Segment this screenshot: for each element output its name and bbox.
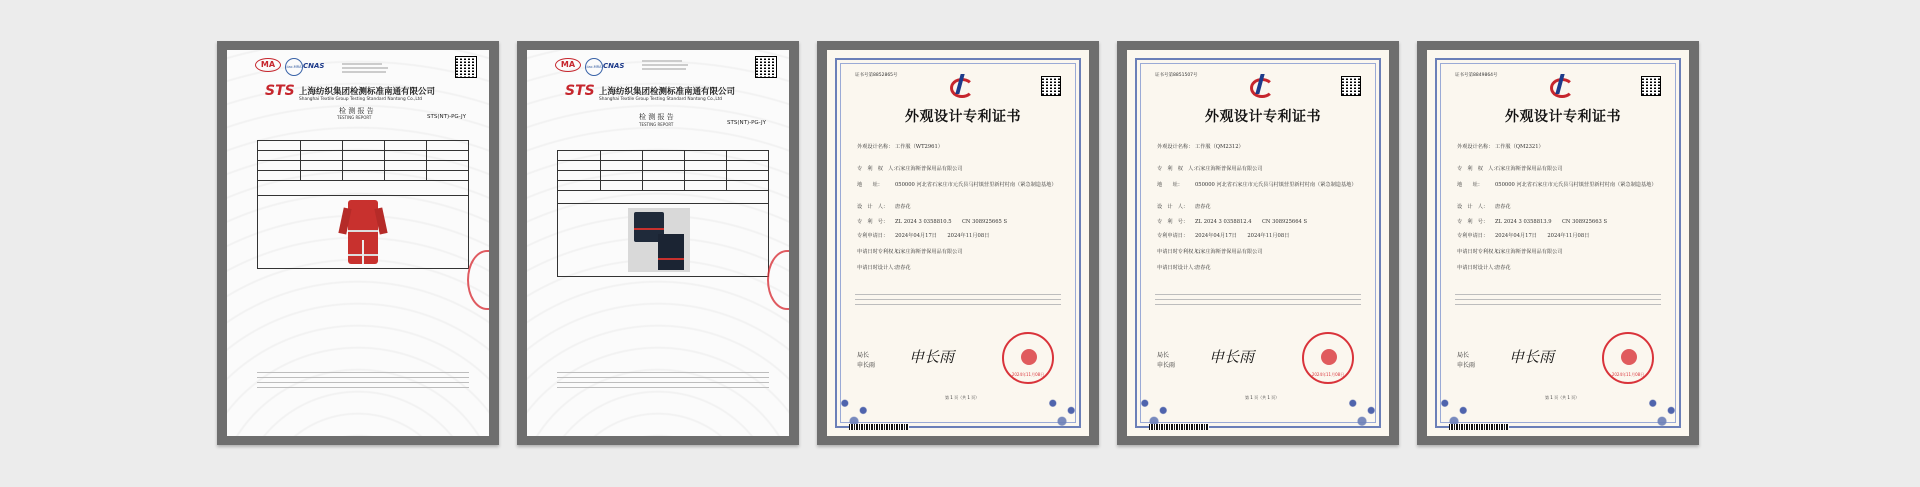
report-title-en: TESTING REPORT bbox=[337, 115, 372, 120]
ma-logo: MA bbox=[255, 58, 281, 72]
row-dates: 专利申请日： 2024年04月17日 2024年11月08日 bbox=[1457, 233, 1590, 239]
official-seal: 2024年11月08日 bbox=[1002, 332, 1054, 384]
report-title-cn: 检 测 报 告 bbox=[339, 107, 374, 115]
report-code: STS(NT)-PG-JY bbox=[427, 114, 466, 120]
row-patentee: 专 利 权 人：石家庄海斯普保用品有限公司 bbox=[1157, 166, 1263, 172]
report-code: STS(NT)-PG-JY bbox=[727, 120, 766, 126]
row-dates: 专利申请日： 2024年04月17日 2024年11月08日 bbox=[857, 233, 990, 239]
certificate-number: 证书号第8852865号 bbox=[855, 73, 898, 78]
row-address: 地 址： 050000 河北省石家庄市元氏县马村镇营里新村村南（紧急制造基地） bbox=[857, 182, 1057, 188]
certificate-title: 外观设计专利证书 bbox=[1205, 109, 1321, 125]
barcode bbox=[1449, 424, 1509, 430]
cnipa-logo-icon bbox=[948, 72, 970, 94]
certificate-title: 外观设计专利证书 bbox=[1505, 109, 1621, 125]
cnas-logo: CNAS bbox=[303, 62, 325, 70]
report-footer-notes bbox=[557, 368, 769, 392]
sts-logo: STS bbox=[565, 83, 595, 99]
report-meta bbox=[642, 58, 702, 72]
report-footer-notes bbox=[257, 368, 469, 392]
certificate-title: 外观设计专利证书 bbox=[905, 109, 1021, 125]
testing-report-2 bbox=[527, 50, 789, 436]
certificate-notice bbox=[1455, 290, 1661, 309]
patent-certificate-3 bbox=[1427, 50, 1689, 436]
row-design-name: 外观设计名称： 工作服（WT2961） bbox=[857, 144, 943, 150]
report-meta bbox=[342, 58, 402, 75]
sts-logo: STS bbox=[265, 83, 295, 99]
report-title-en: TESTING REPORT bbox=[639, 122, 674, 127]
row-applicant: 申请日时专利权人：石家庄海斯普保用品有限公司 bbox=[1457, 249, 1563, 255]
director-title: 局长 bbox=[1457, 352, 1470, 359]
row-patentee: 专 利 权 人：石家庄海斯普保用品有限公司 bbox=[1457, 166, 1563, 172]
row-address: 地 址： 050000 河北省石家庄市元氏县马村镇营里新村村南（紧急制造基地） bbox=[1157, 182, 1357, 188]
row-address: 地 址： 050000 河北省石家庄市元氏县马村镇营里新村村南（紧急制造基地） bbox=[1457, 182, 1657, 188]
row-inventor: 申请日时设计人：唐春花 bbox=[1457, 265, 1511, 271]
row-patent-no: 专 利 号： ZL 2024 3 0358810.5 CN 308925665 S bbox=[857, 219, 1008, 225]
report-title-cn: 检 测 报 告 bbox=[639, 113, 674, 121]
row-patentee: 专 利 权 人：石家庄海斯普保用品有限公司 bbox=[857, 166, 963, 172]
row-patent-no: 专 利 号： ZL 2024 3 0358812.4 CN 308925664 S bbox=[1157, 219, 1308, 225]
row-dates: 专利申请日： 2024年04月17日 2024年11月08日 bbox=[1157, 233, 1290, 239]
page-number: 第 1 页（共 1 页） bbox=[1545, 395, 1580, 400]
results-table bbox=[557, 150, 769, 277]
row-applicant: 申请日时专利权人：石家庄海斯普保用品有限公司 bbox=[857, 249, 963, 255]
official-seal: 2024年11月08日 bbox=[1302, 332, 1354, 384]
report-frame-2 bbox=[517, 41, 799, 445]
qr-code-icon bbox=[1641, 76, 1661, 96]
ilac-logo: ilac-MRA bbox=[585, 58, 603, 76]
org-name-cn: 上海纺织集团检测标准南通有限公司 bbox=[599, 87, 736, 97]
cert-frame-2 bbox=[1117, 41, 1399, 445]
patent-certificate-1 bbox=[827, 50, 1089, 436]
certificate-notice bbox=[1155, 290, 1361, 309]
row-designer: 设 计 人： 唐春花 bbox=[857, 204, 911, 210]
official-seal: 2024年11月08日 bbox=[1602, 332, 1654, 384]
ma-logo: MA bbox=[555, 58, 581, 72]
results-table bbox=[257, 140, 469, 269]
director-name: 申长雨 bbox=[1457, 362, 1476, 369]
row-designer: 设 计 人： 唐春花 bbox=[1157, 204, 1211, 210]
cert-frame-1 bbox=[817, 41, 1099, 445]
row-applicant: 申请日时专利权人：石家庄海斯普保用品有限公司 bbox=[1157, 249, 1263, 255]
page-number: 第 1 页（共 1 页） bbox=[1245, 395, 1280, 400]
signature: 申长雨 bbox=[1509, 348, 1555, 366]
testing-report-1 bbox=[227, 50, 489, 436]
org-name-en: Shanghai Textile Group Testing Standard Nantong Co.,Ltd bbox=[299, 97, 423, 102]
cert-frame-3 bbox=[1417, 41, 1699, 445]
director-name: 申长雨 bbox=[1157, 362, 1176, 369]
navy-workwear-photo bbox=[628, 208, 690, 272]
row-patent-no: 专 利 号： ZL 2024 3 0358813.9 CN 308925663 S bbox=[1457, 219, 1608, 225]
red-stamp-partial bbox=[767, 250, 789, 310]
row-design-name: 外观设计名称： 工作服（QM2321） bbox=[1457, 144, 1544, 150]
row-inventor: 申请日时设计人：唐春花 bbox=[857, 265, 911, 271]
org-name-cn: 上海纺织集团检测标准南通有限公司 bbox=[299, 87, 436, 97]
director-name: 申长雨 bbox=[857, 362, 876, 369]
red-stamp-partial bbox=[467, 250, 489, 310]
qr-code-icon bbox=[455, 56, 477, 78]
ilac-logo: ilac-MRA bbox=[285, 58, 303, 76]
qr-code-icon bbox=[1341, 76, 1361, 96]
row-design-name: 外观设计名称： 工作服（QM2312） bbox=[1157, 144, 1244, 150]
org-name-en: Shanghai Textile Group Testing Standard Nantong Co.,Ltd bbox=[599, 97, 723, 102]
signature: 申长雨 bbox=[909, 348, 955, 366]
qr-code-icon bbox=[755, 56, 777, 78]
patent-certificate-2 bbox=[1127, 50, 1389, 436]
director-title: 局长 bbox=[857, 352, 870, 359]
signature: 申长雨 bbox=[1209, 348, 1255, 366]
page-number: 第 1 页（共 1 页） bbox=[945, 395, 980, 400]
director-title: 局长 bbox=[1157, 352, 1170, 359]
cnipa-logo-icon bbox=[1548, 72, 1570, 94]
qr-code-icon bbox=[1041, 76, 1061, 96]
certificate-number: 证书号第8851507号 bbox=[1155, 73, 1198, 78]
certificate-number: 证书号第8849864号 bbox=[1455, 73, 1498, 78]
row-designer: 设 计 人： 唐春花 bbox=[1457, 204, 1511, 210]
cnas-logo: CNAS bbox=[603, 62, 625, 70]
report-frame-1 bbox=[217, 41, 499, 445]
barcode bbox=[1149, 424, 1209, 430]
row-inventor: 申请日时设计人：唐春花 bbox=[1157, 265, 1211, 271]
barcode bbox=[849, 424, 909, 430]
red-coverall-photo bbox=[348, 200, 378, 264]
certificate-notice bbox=[855, 290, 1061, 309]
cnipa-logo-icon bbox=[1248, 72, 1270, 94]
